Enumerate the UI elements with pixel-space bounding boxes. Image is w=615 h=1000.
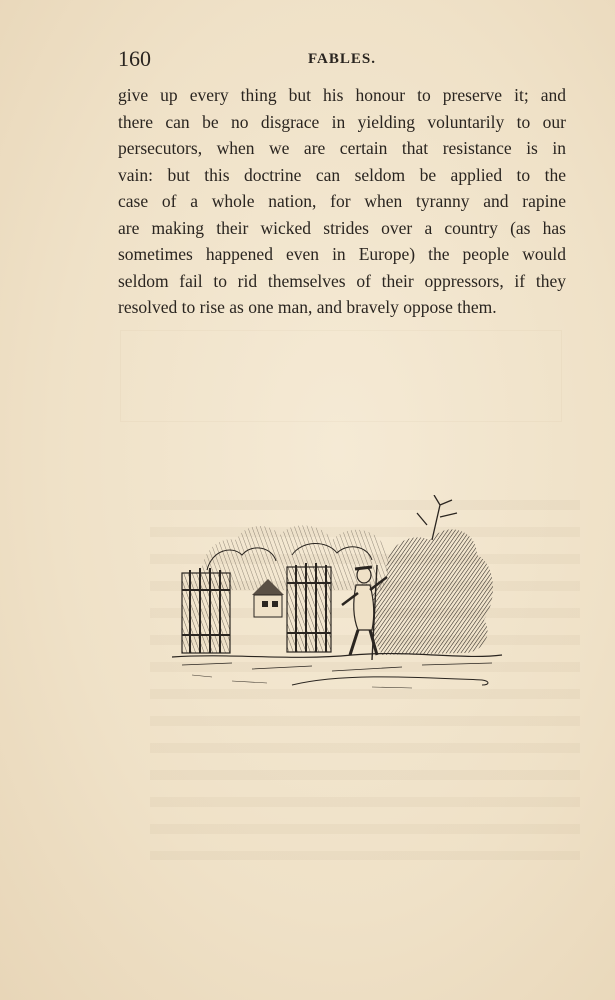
text-line: case of a whole nation, for when tyranny and rapine xyxy=(118,191,566,211)
page-number: 160 xyxy=(118,46,151,71)
running-head: FABLES. xyxy=(308,51,376,67)
page-header xyxy=(118,46,558,74)
text-line: resolved to rise as one man, and bravely oppose them. xyxy=(118,297,497,317)
text-line: are making their wicked strides over a country (as has xyxy=(118,217,566,238)
text-line: there can be no disgrace in yielding voluntarily to our xyxy=(118,111,566,132)
text-line: sometimes happened even in Europe) the people would xyxy=(118,244,566,264)
text-line: vain: but this doctrine can seldom be applied to the xyxy=(118,164,566,185)
text-line: persecutors, when we are certain that resistance is in xyxy=(118,138,566,158)
right-gate xyxy=(287,563,331,652)
ground xyxy=(172,654,502,688)
text-line: seldom fail to rid themselves of their oppressors, if they xyxy=(118,270,566,291)
bleed-through-frame xyxy=(120,330,562,422)
left-gate xyxy=(182,568,230,653)
engraved-vignette xyxy=(172,495,508,695)
text-line: give up every thing but his honour to preserve it; and xyxy=(118,85,566,105)
body-paragraph xyxy=(118,82,566,321)
